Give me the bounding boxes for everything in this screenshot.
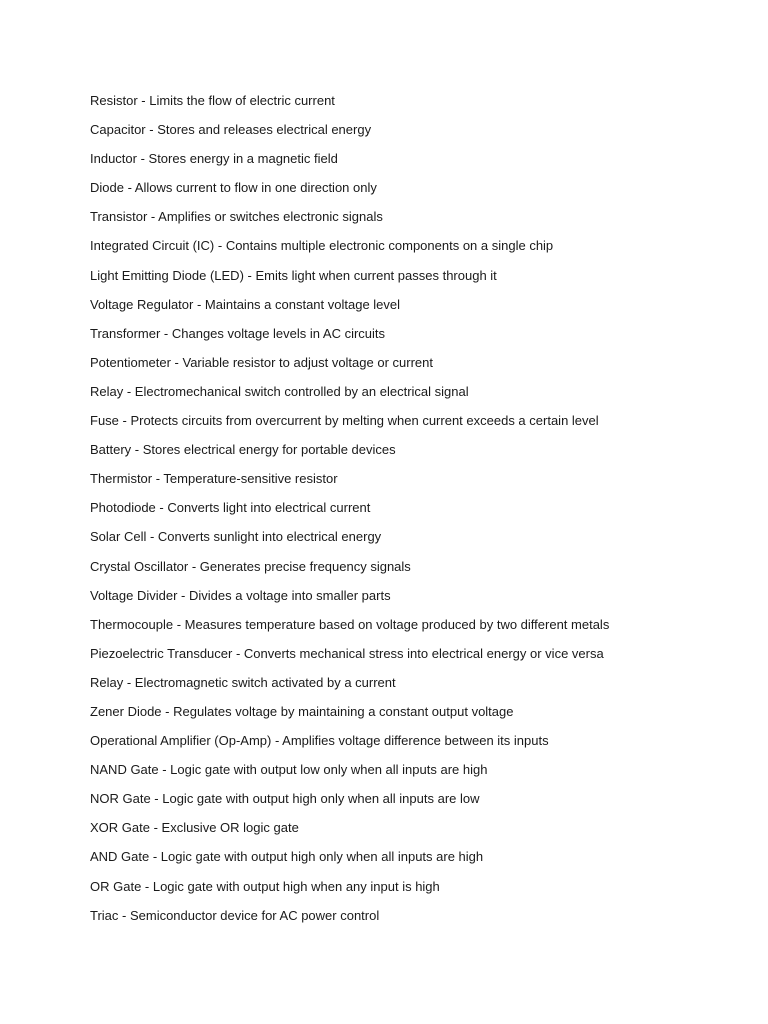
- list-item: Solar Cell - Converts sunlight into electrical energy: [90, 529, 382, 545]
- list-item: AND Gate - Logic gate with output high only when all inputs are high: [90, 849, 484, 865]
- list-item: Operational Amplifier (Op-Amp) - Amplifies voltage difference between its inputs: [90, 733, 549, 749]
- list-item: Piezoelectric Transducer - Converts mechanical stress into electrical energy or vice versa: [90, 645, 604, 661]
- list-item: Voltage Divider - Divides a voltage into smaller parts: [90, 587, 391, 603]
- list-item: Transformer - Changes voltage levels in AC circuits: [90, 325, 386, 341]
- list-item: Triac - Semiconductor device for AC power control: [90, 907, 380, 923]
- list-item: Light Emitting Diode (LED) - Emits light when current passes through it: [90, 267, 497, 283]
- list-item: Potentiometer - Variable resistor to adjust voltage or current: [90, 354, 433, 370]
- list-item: Inductor - Stores energy in a magnetic field: [90, 151, 338, 167]
- list-item: NOR Gate - Logic gate with output high only when all inputs are low: [90, 791, 480, 807]
- list-item: Diode - Allows current to flow in one direction only: [90, 180, 377, 196]
- list-item: Capacitor - Stores and releases electrical energy: [90, 122, 372, 138]
- list-item: Thermistor - Temperature-sensitive resistor: [90, 471, 338, 487]
- list-item: OR Gate - Logic gate with output high when any input is high: [90, 878, 440, 894]
- list-item: Zener Diode - Regulates voltage by maintaining a constant output voltage: [90, 703, 514, 719]
- list-item: NAND Gate - Logic gate with output low only when all inputs are high: [90, 762, 488, 778]
- list-item: Transistor - Amplifies or switches electronic signals: [90, 209, 383, 225]
- list-item: Thermocouple - Measures temperature based on voltage produced by two different metals: [90, 616, 610, 632]
- list-item: XOR Gate - Exclusive OR logic gate: [90, 820, 299, 836]
- list-item: Relay - Electromagnetic switch activated by a current: [90, 674, 396, 690]
- list-item: Photodiode - Converts light into electrical current: [90, 500, 371, 516]
- list-item: Resistor - Limits the flow of electric current: [90, 93, 335, 108]
- list-item: Crystal Oscillator - Generates precise frequency signals: [90, 558, 411, 574]
- list-item: Relay - Electromechanical switch controlled by an electrical signal: [90, 383, 469, 399]
- component-list: [90, 92, 750, 936]
- list-item: Voltage Regulator - Maintains a constant voltage level: [90, 296, 401, 312]
- list-item: Fuse - Protects circuits from overcurrent by melting when current exceeds a certain level: [90, 413, 599, 429]
- list-item: Battery - Stores electrical energy for portable devices: [90, 442, 396, 458]
- list-item: Integrated Circuit (IC) - Contains multiple electronic components on a single chip: [90, 238, 554, 254]
